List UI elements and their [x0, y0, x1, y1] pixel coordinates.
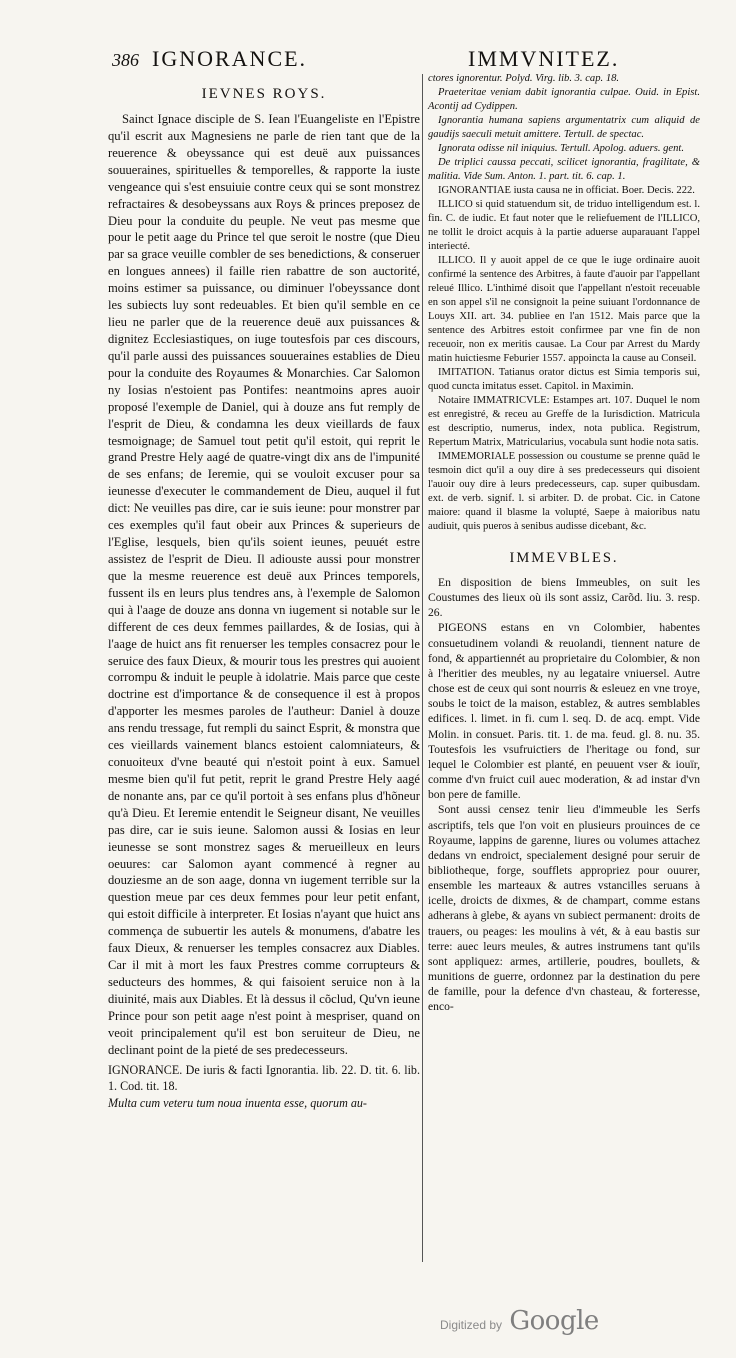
entry-immemoriale: IMMEMORIALE possession ou coustume se prenne quãd le tesmoin dict qu'il a ouy dire à ses predecesseurs qui disoient l'auoir ouy dire à leurs predecesseurs, cap. super quibusdam. ext. de verb. signif. l. si arbiter. D. de probat. Cic. in Catone maiore: quand il blasme la volupté, Saepe à maioribus natu audiuit, quis pueros à senibus audisse dicebant, &c. [428, 451, 700, 532]
right-running-title: IMMVNITEZ. [468, 46, 620, 71]
left-running-title: IGNORANCE. [152, 46, 308, 71]
digitized-by-google-watermark [440, 1306, 599, 1336]
entry-immatricule: Notaire IMMATRICVLE: Estampes art. 107. Duquel le nom est enregistré, & receu au Greffe de la Iurisdiction. Matricula est descriptio, numerus, index, nota publica. Registrum, Repertum Matrix, Matricularius, vocabula sunt hodie nota satis. [428, 395, 700, 448]
digitized-by-label: Digitized by [440, 1318, 503, 1332]
body-paragraph: Sainct Ignace disciple de S. Iean l'Euangeliste en l'Epistre qu'il escrit aux Magnesiens ne parle de rien tant que de la reuerence & obeyssance qui est deuë aux puissances souueraines, spirituelles & temporelles, & rapporte la iuste vengeance qui s'est ensuiuie contre ceux qui se sont monstrez refractaires & desobeyssans aux Roys & princes preposez de Dieu pour la conduite du peuple. Ne veut pas mesme que pour le petit aage du Prince tel que seroit le nostre (que Dieu par sa grace veuille combler de ses benedictions, & conseruer en longues annees) il faille rien rabattre de son auctorité, moins estimer sa puissance, ou diminuer l'obeyssance dont les subiects luy sont redeuables. Et bien qu'il semble en ce lieu ne parler que de la reuerence deuë aux puissances & dignitez Ecclesiastiques, on iuge toutesfois par ces discours, qu'il parle aussi des puissances souueraines establies de Dieu pour la conduite des Royaumes & Monarchies. Car Salomon ny Iosias n'estoient pas Pontifes: neantmoins apres auoir proposé l'exemple de Daniel, qui à douze ans fut remply de l'esprit de Dieu, & condamna les deux vieillards de faux tesmoignage; de Samuel tout petit qu'il estoit, qui reprit le grand Prestre Hely aagé de quatre-vingt dix ans de l'impunité de ses enfans; de Ieremie, qui se vouloit excuser pour sa ieunesse d'executer le commandement de Dieu, auquel il fut dict: Ne veuilles pas dire, car ie suis ieune: pour monstrer par ces exemples qu'il faut obeir aux Princes & superieurs de l'Eglise, lesquels, bien qu'ils soient ieunes, peuuét estre assistez de l'esprit de Dieu. Il adiouste aussi pour monstrer que la mesme reuerence est deuë aux Princes temporels, fussent ils en leurs plus tendres ans, à l'exemple de Salomon qui à l'aage de douze ans donna vn iugement si notable sur le different de ces deux femmes paillardes, & de Iosias, qui à l'aage de huict ans fit renuerser les temples consacrez pour le seruice des faux Dieux, & mourir tous les prestres qui auoient corrompu & induit le peuple à idolatrie. Mais parce que ceste doctrine est d'importance & de consequence il est à propos d'apporter les mesmes paroles de l'autheur: Daniel à douze ans rendu tressage, fut rempli du sainct Esprit, & monstra que ces vieillards vainement blancs estoient calomniateurs, & conuoiteux d'vne beauté qui n'estoit point à eux. Samuel mesme bien qu'il fut petit, reprit le grand Prestre Hely aagé de nonante ans, par ce qu'il portoit à ses enfans plus d'hõneur qu'à Dieu. Et Ieremie entendit le Seigneur disant, Ne veuilles pas dire, car ie suis ieune. Salomon aussi & Iosias en leur ieunesse se sont monstrez sages & merueilleux en leurs oeuures: car Salomon ayant commencé à regner au douziesme an de son aage, donna vn iugement terrible sur la question meue par ces deux femmes pour leur petit enfant, qui estoit difficile à interpreter. Et Iosias n'ayant que huict ans commença de subuertir les autels & monumens, d'abatre les faux Dieux, & renuerser les temples consacrez aux Diables. Car il mit à mort les faux Prestres comme corrupteurs & seducteurs des hommes, & qui faisoient seruice non à la diuinité, mais aux Diables. Et là dessus il cõclud, Qu'vn ieune Prince pour son petit aage n'est point à mespriser, quand on veoit principalement qu'il est bon seruiteur de Dieu, ne declinant point de la pieté de ses predecesseurs. [108, 112, 420, 1057]
entry-triplici-caussa: De triplici caussa peccati, scilicet ignorantia, fragilitate, & malitia. Vide Sum. Anton. 1. part. tit. 6. cap. 1. [428, 157, 700, 182]
entry-continuation: ctores ignorentur. Polyd. Virg. lib. 3. cap. 18. [428, 73, 620, 84]
entry-tertull-apolog: Ignorata odisse nil iniquius. Tertull. Apolog. aduers. gent. [438, 143, 685, 154]
immeubles-paragraph-3: Sont aussi censez tenir lieu d'immeuble les Serfs ascriptifs, tels que l'on voit en plusieurs prouinces de ce Royaume, lappins de garenne, liures ou volumes attachez dedans vn endroict, specialement designé pour seruir de bibliotheque, forge, soufflets appropriez pour ouurer, ensemble les marteaux & autres vstancilles seruans à icelle, droicts de dixmes, & de champart, comme estans adherans à glebe, & ayans vn subiect permanent: droits de trauers, ou peages: les moulins à vét, & à eau bastis sur terre: auec leurs meules, & autres instrumens tant qu'ils sont appliquez: armes, artillerie, poudres, boullets, & munitions de guerre, ordonnez par la destination du pere de famille, pour la defence d'vn chasteau, & forteresse, enco- [428, 803, 700, 1014]
page-header [0, 44, 736, 74]
section-title-ieunes-roys: IEVNES ROYS. [201, 86, 327, 102]
ignorance-entry: IGNORANCE. De iuris & facti Ignorantia. lib. 22. D. tit. 6. lib. 1. Cod. tit. 18. [108, 1062, 420, 1094]
section-title-immeubles: IMMEVBLES. [509, 550, 619, 566]
immeubles-paragraph-2: PIGEONS estans en vn Colombier, habentes consuetudinem volandi & reuolandi, tiennent nature de fond, & appartiennét au proprietaire du Colombier, & non à l'heritier des meubles, ny au legataire vniuersel. Autre chose est de ceux qui sont nourris & esleuez en vne troye, soubs le toict de la maison, establez, & autres semblables edifices. l. limet. in fi. cum l. seq. D. de acq. empt. Vide Molin. in consuet. Paris. tit. 1. de ma. feud. gl. 8. nu. 35. Toutesfois les vsufruictiers de l'heritage ou fond, sur lequel le Colombier est planté, en peuuent vser & iouïr, comme d'vn fruict cuil auec moderation, & ad instar d'vn bon pere de famille. [428, 621, 700, 802]
google-logo: Google [509, 1306, 599, 1336]
entry-tertull-spectac: Ignorantia humana sapiens argumentatrix cum aliquid de gaudijs saeculi metuit amittere. Tertull. de spectac. [428, 115, 700, 140]
right-column [428, 72, 700, 1015]
entry-imitation: IMITATION. Tatianus orator dictus est Simia temporis sui, quod cuncta imitatus esset. Capitol. in Maximin. [428, 367, 700, 392]
immeubles-paragraph-1: En disposition de biens Immeubles, on suit les Coustumes des lieux où ils sont assiz, Carõd. liu. 3. resp. 26. [428, 576, 700, 620]
entry-illico-2: ILLICO. Il y auoit appel de ce que le iuge ordinaire auoit confirmé la sentence des Arbitres, à faute d'auoir par l'appellant releué Illico. L'inthimé disoit que l'appellant n'estoit receuable en son appel s'il ne consignoit la peine suiuant l'ordonnance de Louys XII. art. 34. publiee en l'an 1512. Mais parce que la sentence des Arbitres estoit confirmee par vne fin de non receuoir, non ex meritis causae. La Cour par Arrest du Mardy matin huictiesme Feburier 1557. appoincta la cause au Conseil. [428, 255, 700, 364]
left-column [108, 72, 420, 1111]
column-divider [422, 74, 423, 1262]
entry-ignorantiae: IGNORANTIAE iusta causa ne in officiat. Boer. Decis. 222. [438, 185, 695, 196]
ignorance-entry-quote: Multa cum veteru tum noua inuenta esse, quorum au- [108, 1095, 367, 1110]
page-number: 386 [112, 50, 139, 70]
entry-ovid: Praeteritae veniam dabit ignorantia culpae. Ouid. in Epist. Acontij ad Cydippen. [428, 87, 700, 112]
entry-illico-1: ILLICO si quid statuendum sit, de triduo intelligendum est. l. fin. C. de iudic. Et faut noter que le reliefuement de l'ILLICO, ne tollit le droict acquis à la partie aduerse auparauant l'appel interiecté. [428, 199, 700, 252]
